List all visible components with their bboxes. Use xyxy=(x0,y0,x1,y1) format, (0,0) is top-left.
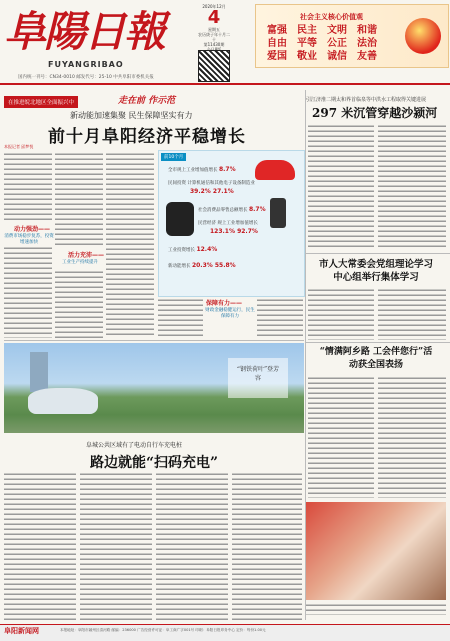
right-story-2-headline[interactable]: 市人大常委会党组理论学习中心组举行集体学习 xyxy=(318,259,433,283)
bottom-story-body xyxy=(80,472,152,620)
issue-date-box xyxy=(197,4,231,46)
infographic-row xyxy=(168,246,217,253)
right-story-headline[interactable]: 297 米沉管穿越沙颍河 xyxy=(312,106,438,120)
infographic-row xyxy=(190,188,234,195)
building-shape xyxy=(28,388,98,414)
infographic-title: 前10个月 xyxy=(161,153,186,161)
lead-body-column xyxy=(257,298,303,338)
infographic-value: 123.1% 92.7% xyxy=(210,228,258,235)
story-divider xyxy=(306,342,450,343)
workers-event-photo xyxy=(306,502,446,600)
core-value-word: 平等 xyxy=(297,38,317,49)
bottom-subheadline: 阜城公共区域有了电动自行车充电桩 xyxy=(86,442,183,449)
issue-number: 第11430期 xyxy=(203,42,225,47)
tower-shape xyxy=(30,352,48,392)
core-value-word: 民主 xyxy=(297,25,317,36)
right-story-kicker: 引江济淮二期太和界首临泉等中洪水工程取得关键进展 xyxy=(306,97,427,103)
infographic-row xyxy=(210,228,258,235)
photo-caption-text xyxy=(306,603,446,615)
masthead-meta: 国内统一刊号：CN34-0010 邮发代号：25-10 中共阜阳市委机关报 xyxy=(18,75,154,80)
infographic-label: 民营经济 规上工业增加值增长 xyxy=(198,221,258,226)
core-values-grid xyxy=(262,25,382,63)
infographic-value: 8.7% xyxy=(248,206,266,213)
infographic-row xyxy=(198,206,266,213)
lead-body-column xyxy=(4,152,52,222)
lantern-icon xyxy=(405,18,441,54)
section-heading: 保障有力—— xyxy=(206,300,243,307)
core-value-word: 公正 xyxy=(327,38,347,49)
section-subheading: 工业生产持续提升 xyxy=(62,260,98,265)
bottom-story-body xyxy=(4,472,76,620)
infographic-label: 工业投资增长 xyxy=(168,248,195,253)
section-subheading: 消费市场稳步复苏，投资增速加快 xyxy=(4,234,54,245)
infographic-row xyxy=(168,262,236,269)
footer-logo[interactable]: 阜阳新闻网 xyxy=(4,627,39,635)
infographic-value: 20.3% 55.8% xyxy=(191,262,236,269)
infographic-label: 全市规上工业增加值增长 xyxy=(168,168,218,173)
bottom-story-body xyxy=(156,472,228,620)
core-value-word: 爱国 xyxy=(267,51,287,62)
core-values-title: 社会主义核心价值观 xyxy=(300,13,363,21)
date-line: 2020年12月 xyxy=(202,4,226,9)
right-story-3-body xyxy=(308,376,374,498)
lead-kicker: 在推进皖北地区全面振兴中 xyxy=(4,96,78,108)
newspaper-pinyin: FUYANGRIBAO xyxy=(48,60,124,69)
lunar-date: 农历庚子年十月二十 xyxy=(198,32,230,42)
infographic-label: 民间投资 计算机通信和其他电子设备制造业 xyxy=(168,181,255,186)
lead-body-column xyxy=(158,298,203,338)
issue-day: 4 xyxy=(207,7,221,28)
infographic-value: 39.2% 27.1% xyxy=(190,188,234,195)
newspaper-logo: 阜陽日報 xyxy=(4,7,165,56)
right-story-2-body xyxy=(378,288,446,340)
core-value-word: 富强 xyxy=(267,25,287,36)
story-divider xyxy=(4,340,304,341)
core-value-word: 自由 xyxy=(267,38,287,49)
footer-text: 本报地址：阜阳市颍州区清河路 邮编：236000 广告经营许可证：阜工商广字001号 印刷：阜阳日报印务中心 定价：每份1.00元 xyxy=(60,628,266,632)
infographic-value: 12.4% xyxy=(196,246,218,253)
infographic-row xyxy=(168,180,255,186)
lead-body-column xyxy=(106,152,154,338)
lead-byline: 本报记者 邱梦悦 xyxy=(4,144,34,149)
bottom-headline[interactable]: 路边就能“扫码充电” xyxy=(90,455,219,471)
lead-kicker-tag: 走在前 作示范 xyxy=(118,96,176,106)
section-heading: 活力充沛—— xyxy=(68,252,105,259)
infographic-row xyxy=(198,220,258,226)
right-story-3-body xyxy=(378,376,446,498)
bottom-story-body xyxy=(232,472,302,620)
lead-body-column xyxy=(4,246,52,338)
right-story-2-body xyxy=(308,288,374,340)
core-value-word: 法治 xyxy=(357,38,377,49)
right-story-3-headline[interactable]: “情满阿乡路 工会伴您行”活动获全国表扬 xyxy=(319,347,433,370)
lead-headline[interactable]: 前十月阜阳经济平稳增长 xyxy=(48,127,246,147)
lead-body-column xyxy=(55,270,103,338)
weekday: 星期五 xyxy=(208,27,220,32)
core-value-word: 诚信 xyxy=(327,51,347,62)
core-value-word: 友善 xyxy=(357,51,377,62)
infographic-label: 新动能增长 xyxy=(168,264,191,269)
core-value-word: 文明 xyxy=(327,25,347,36)
right-story-body xyxy=(378,124,446,250)
core-value-word: 和谐 xyxy=(357,25,377,36)
car-icon xyxy=(255,160,295,180)
masthead-divider xyxy=(0,83,450,85)
lead-body-column xyxy=(55,152,103,247)
smartwatch-icon xyxy=(166,202,194,236)
story-divider xyxy=(306,253,450,254)
infographic-row xyxy=(168,166,236,173)
lead-subheadline: 新动能加速集聚 民生保障坚实有力 xyxy=(70,111,193,120)
phone-icon xyxy=(270,198,286,228)
section-heading: 动力强劲—— xyxy=(14,226,51,233)
photo-caption: “钢铁荷叶”登芳容 xyxy=(236,366,280,382)
infographic-label: 社会消费品零售总额增长 xyxy=(198,208,248,213)
right-story-body xyxy=(308,124,374,250)
qr-code-icon xyxy=(198,50,230,82)
infographic-value: 8.7% xyxy=(218,166,236,173)
core-value-word: 敬业 xyxy=(297,51,317,62)
section-subheading: 财政金融稳健运行，民生保障有力 xyxy=(205,308,255,319)
